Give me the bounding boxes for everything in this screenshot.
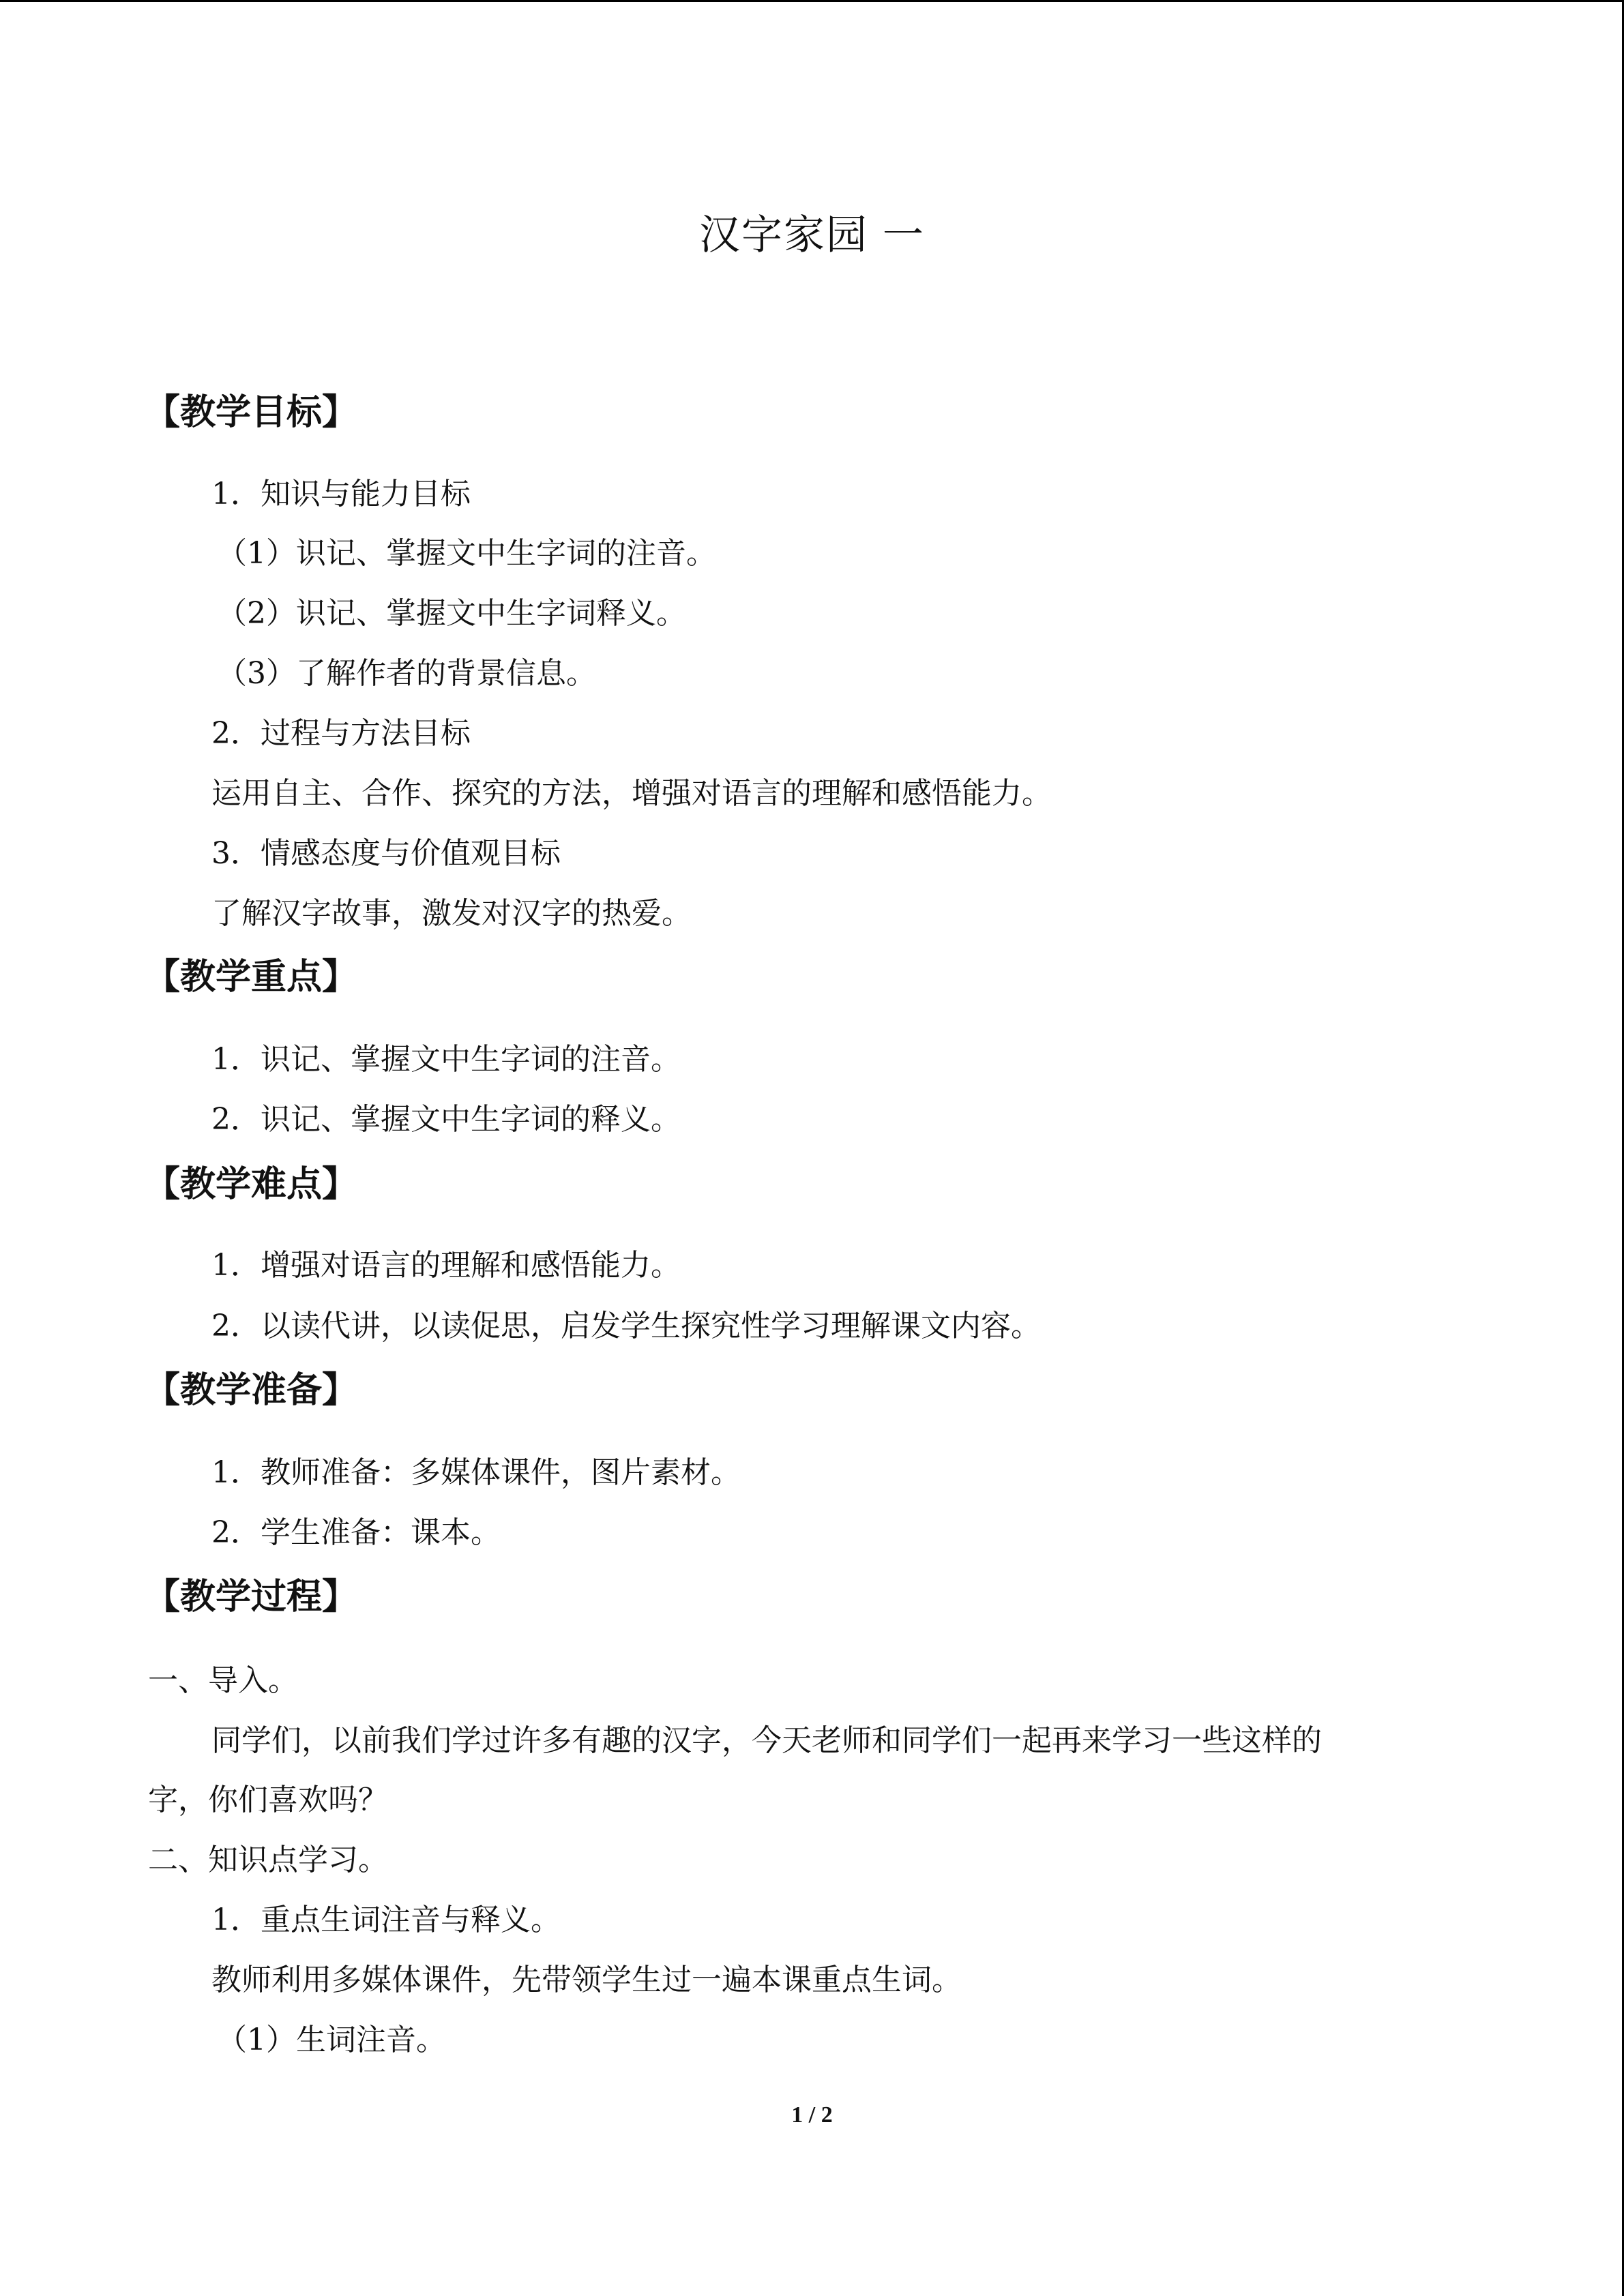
key-points-line: 1．识记、掌握文中生字词的注音。 xyxy=(211,1042,681,1077)
goals-line: （1）识记、掌握文中生字词的注音。 xyxy=(217,536,716,571)
goals-line: （2）识记、掌握文中生字词释义。 xyxy=(217,596,686,631)
page-number: 1 / 2 xyxy=(791,2102,833,2128)
heading-teaching-process: 【教学过程】 xyxy=(145,1577,358,1617)
process-line: 二、知识点学习。 xyxy=(148,1843,388,1877)
heading-teaching-goals: 【教学目标】 xyxy=(145,392,358,433)
preparation-line: 2．学生准备：课本。 xyxy=(211,1515,501,1550)
goals-line: 3．情感态度与价值观目标 xyxy=(211,836,561,871)
heading-key-points: 【教学重点】 xyxy=(145,957,358,998)
goals-line: 运用自主、合作、探究的方法，增强对语言的理解和感悟能力。 xyxy=(211,776,1052,811)
process-line: 同学们，以前我们学过许多有趣的汉字，今天老师和同学们一起再来学习一些这样的 xyxy=(211,1723,1322,1758)
heading-difficulties: 【教学难点】 xyxy=(145,1164,358,1205)
process-line: 1．重点生词注音与释义。 xyxy=(211,1903,561,1937)
page-top-border xyxy=(0,0,1624,2)
difficulties-line: 2．以读代讲，以读促思，启发学生探究性学习理解课文内容。 xyxy=(211,1309,1041,1343)
goals-line: 1．知识与能力目标 xyxy=(211,477,471,511)
process-line: 教师利用多媒体课件，先带领学生过一遍本课重点生词。 xyxy=(211,1963,962,1997)
difficulties-line: 1．增强对语言的理解和感悟能力。 xyxy=(211,1248,681,1283)
heading-preparation: 【教学准备】 xyxy=(145,1370,358,1411)
key-points-line: 2．识记、掌握文中生字词的释义。 xyxy=(211,1102,681,1137)
document-title: 汉字家园 一 xyxy=(698,211,926,259)
preparation-line: 1．教师准备：多媒体课件，图片素材。 xyxy=(211,1455,741,1490)
process-line: 字，你们喜欢吗？ xyxy=(148,1783,388,1817)
goals-line: 了解汉字故事，激发对汉字的热爱。 xyxy=(211,896,692,931)
process-line: 一、导入。 xyxy=(148,1663,298,1698)
goals-line: 2．过程与方法目标 xyxy=(211,716,471,751)
goals-line: （3）了解作者的背景信息。 xyxy=(217,656,596,691)
process-line: （1）生词注音。 xyxy=(217,2023,446,2057)
